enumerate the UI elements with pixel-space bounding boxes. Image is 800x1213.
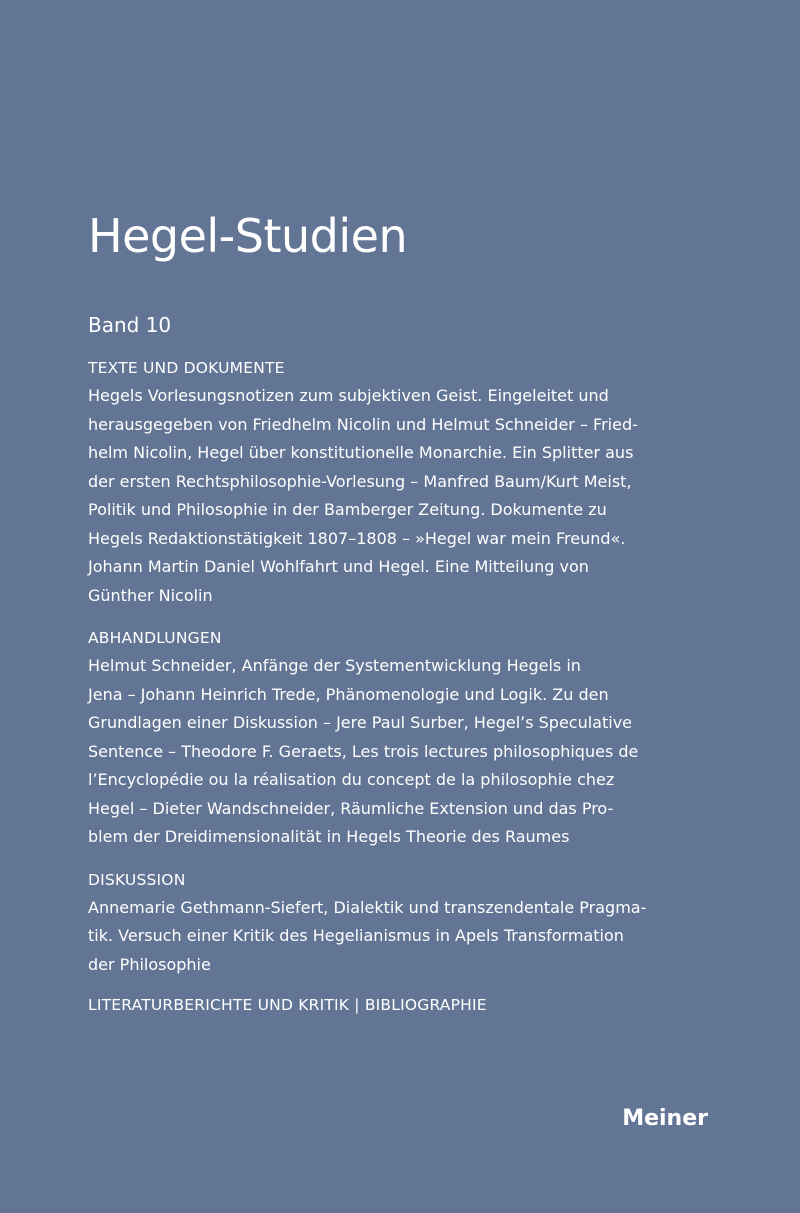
content-line: Sentence – Theodore F. Geraets, Les trois lectures philosophiques de: [88, 741, 639, 761]
literature-bibliography-line: LITERATURBERICHTE UND KRITIK | BIBLIOGRAPHIE: [88, 996, 487, 1014]
content-line: Grundlagen einer Diskussion – Jere Paul Surber, Hegel’s Speculative: [88, 713, 633, 732]
table-of-contents: [88, 354, 688, 1019]
content-line: Günther Nicolin: [88, 585, 213, 605]
section-heading: ABHANDLUNGEN: [88, 629, 222, 647]
content-line: Politik und Philosophie in der Bamberger Zeitung. Dokumente zu: [88, 500, 607, 519]
book-title: Hegel-Studien: [88, 209, 408, 263]
content-line: tik. Versuch einer Kritik des Hegelianismus in Apels Transformation: [88, 926, 624, 945]
content-line: helm Nicolin, Hegel über konstitutionelle Monarchie. Ein Splitter aus: [88, 443, 634, 462]
content-line: herausgegeben von Friedhelm Nicolin und Helmut Schneider – Fried-: [88, 414, 638, 434]
section-heading: DISKUSSION: [88, 870, 186, 889]
content-line: Johann Martin Daniel Wohlfahrt und Hegel. Eine Mitteilung von: [88, 557, 589, 576]
section-heading: TEXTE UND DOKUMENTE: [88, 359, 285, 377]
section-texte-und-dokumente: [88, 354, 688, 610]
volume-number: Band 10: [88, 313, 172, 337]
content-line: Hegel – Dieter Wandschneider, Räumliche Extension und das Pro-: [88, 798, 614, 818]
content-line: der Philosophie: [88, 954, 211, 974]
publisher-name: Meiner: [622, 1106, 708, 1131]
section-diskussion: [88, 866, 688, 980]
content-line: Jena – Johann Heinrich Trede, Phänomenologie und Logik. Zu den: [88, 684, 609, 704]
content-line: l’Encyclopédie ou la réalisation du concept de la philosophie chez: [88, 770, 615, 789]
section-abhandlungen: [88, 624, 688, 852]
content-line: Annemarie Gethmann-Siefert, Dialektik und transzendentale Pragma-: [88, 897, 647, 917]
content-line: Hegels Vorlesungsnotizen zum subjektiven Geist. Eingeleitet und: [88, 386, 609, 405]
content-line: blem der Dreidimensionalität in Hegels Theorie des Raumes: [88, 827, 570, 846]
content-line: Hegels Redaktionstätigkeit 1807–1808 – »Hegel war mein Freund«.: [88, 528, 626, 548]
content-line: Helmut Schneider, Anfänge der Systementwicklung Hegels in: [88, 656, 581, 675]
content-line: der ersten Rechtsphilosophie-Vorlesung – Manfred Baum/Kurt Meist,: [88, 471, 632, 491]
